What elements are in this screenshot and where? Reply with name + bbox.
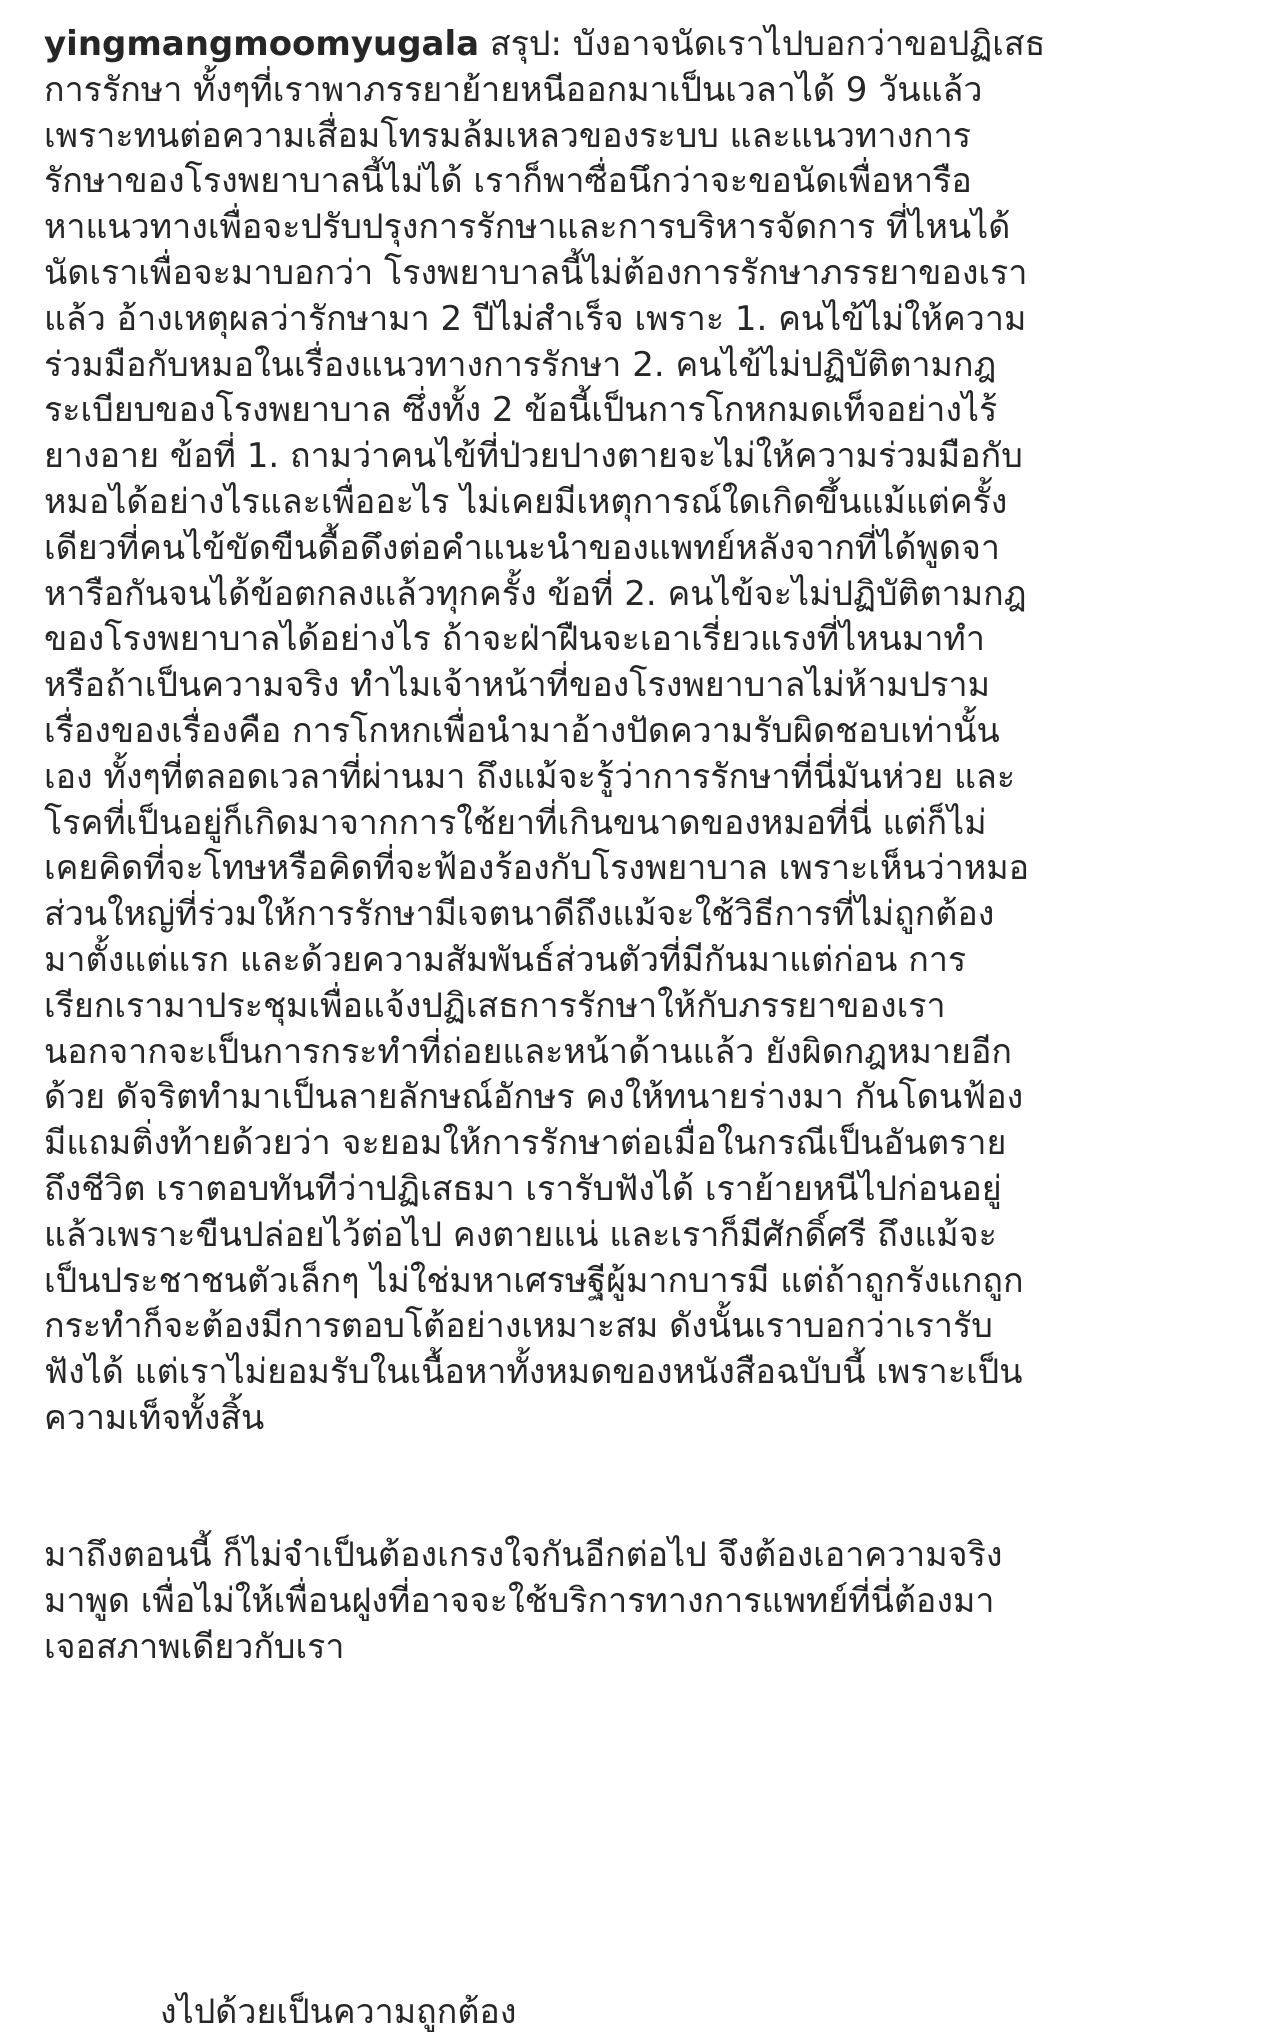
caption-first-line-text: สรุป: บังอาจนัดเราไปบอกว่าขอปฏิเสธ <box>479 24 1046 64</box>
caption-line: นัดเราเพื่อจะมาบอกว่า โรงพยาบาลนี้ไม่ต้องการรักษาภรรยาของเรา <box>44 252 1028 293</box>
caption-line: เคยคิดที่จะโทษหรือคิดที่จะฟ้องร้องกับโรงพยาบาล เพราะเห็นว่าหมอ <box>44 848 1030 889</box>
caption-cutoff-line: งไปด้วยเป็นความถูกต้อง <box>160 1992 517 2032</box>
caption-line: ด้วย ดัจริตทำมาเป็นลายลักษณ์อักษร คงให้ทนายร่างมา กันโดนฟ้อง <box>44 1077 1024 1118</box>
caption-line: ฟังได้ แต่เราไม่ยอมรับในเนื้อหาทั้งหมดของหนังสือฉบับนี้ เพราะเป็น <box>44 1352 1023 1393</box>
caption-line: ยางอาย ข้อที่ 1. ถามว่าคนไข้ที่ป่วยปางตายจะไม่ให้ความร่วมมือกับ <box>44 436 1023 477</box>
caption-line: เอง ทั้งๆที่ตลอดเวลาที่ผ่านมา ถึงแม้จะรู้ว่าการรักษาที่นี่มันห่วย และ <box>44 756 1016 797</box>
caption-line: เพราะทนต่อความเสื่อมโทรมล้มเหลวของระบบ และแนวทางการ <box>44 115 971 156</box>
caption-line: หารือกันจนได้ข้อตกลงแล้วทุกครั้ง ข้อที่ 2. คนไข้จะไม่ปฏิบัติตามกฎ <box>44 573 1027 614</box>
caption-line: ส่วนใหญ่ที่ร่วมให้การรักษามีเจตนาดีถึงแม้จะใช้วิธีการที่ไม่ถูกต้อง <box>44 894 995 935</box>
caption-line: แล้ว อ้างเหตุผลว่ารักษามา 2 ปีไม่สำเร็จ เพราะ 1. คนไข้ไม่ให้ความ <box>44 298 1027 339</box>
caption-line: เดียวที่คนไข้ขัดขืนดื้อดึงต่อคำแนะนำของแพทย์หลังจากที่ได้พูดจา <box>44 527 1001 568</box>
caption-line: เรียกเรามาประชุมเพื่อแจ้งปฏิเสธการรักษาให้กับภรรยาของเรา <box>44 985 946 1026</box>
caption-line: โรคที่เป็นอยู่ก็เกิดมาจากการใช้ยาที่เกินขนาดของหมอที่นี่ แต่ก็ไม่ <box>44 802 987 843</box>
caption-line: รักษาของโรงพยาบาลนี้ไม่ได้ เราก็พาซื่อนึกว่าจะขอนัดเพื่อหารือ <box>44 161 972 202</box>
caption-line: มีแถมติ่งท้ายด้วยว่า จะยอมให้การรักษาต่อเมื่อในกรณีเป็นอันตราย <box>44 1123 1007 1164</box>
caption-line: แล้วเพราะขืนปล่อยไว้ต่อไป คงตายแน่ และเราก็มีศักดิ์ศรี ถึงแม้จะ <box>44 1214 997 1255</box>
caption-line: นอกจากจะเป็นการกระทำที่ถ่อยและหน้าด้านแล้ว ยังผิดกฎหมายอีก <box>44 1031 1012 1072</box>
caption-line: ของโรงพยาบาลได้อย่างไร ถ้าจะฝ่าฝืนจะเอาเรี่ยวแรงที่ไหนมาทำ <box>44 619 985 660</box>
caption-line: หมอได้อย่างไรและเพื่ออะไร ไม่เคยมีเหตุการณ์ใดเกิดขึ้นแม้แต่ครั้ง <box>44 481 1008 522</box>
post-caption <box>44 22 1232 1671</box>
caption-line: กระทำก็จะต้องมีการตอบโต้อย่างเหมาะสม ดังนั้นเราบอกว่าเรารับ <box>44 1306 993 1347</box>
caption-line: มาตั้งแต่แรก และด้วยความสัมพันธ์ส่วนตัวที่มีกันมาแต่ก่อน การ <box>44 939 967 980</box>
caption-line: หาแนวทางเพื่อจะปรับปรุงการรักษาและการบริหารจัดการ ที่ไหนได้ <box>44 207 1011 248</box>
caption-line: หรือถ้าเป็นความจริง ทำไมเจ้าหน้าที่ของโรงพยาบาลไม่ห้ามปราม <box>44 665 991 706</box>
caption-line: ระเบียบของโรงพยาบาล ซึ่งทั้ง 2 ข้อนี้เป็นการโกหกมดเท็จอย่างไร้ <box>44 390 998 431</box>
caption-line-1 <box>44 22 1232 68</box>
caption-line: ร่วมมือกับหมอในเรื่องแนวทางการรักษา 2. คนไข้ไม่ปฏิบัติตามกฎ <box>44 344 997 385</box>
caption-line: ความเท็จทั้งสิ้น <box>44 1397 265 1438</box>
caption-line: มาพูด เพื่อไม่ให้เพื่อนฝูงที่อาจจะใช้บริการทางการแพทย์ที่นี่ต้องมา <box>44 1581 995 1622</box>
caption-line: ถึงชีวิต เราตอบทันทีว่าปฏิเสธมา เรารับฟังได้ เราย้ายหนีไปก่อนอยู่ <box>44 1168 1002 1209</box>
caption-line: การรักษา ทั้งๆที่เราพาภรรยาย้ายหนีออกมาเป็นเวลาได้ 9 วันแล้ว <box>44 69 983 110</box>
caption-line: เจอสภาพเดียวกับเรา <box>44 1626 345 1667</box>
username-link[interactable]: yingmangmoomyugala <box>44 24 480 64</box>
caption-line: มาถึงตอนนี้ ก็ไม่จำเป็นต้องเกรงใจกันอีกต่อไป จึงต้องเอาความจริง <box>44 1535 1003 1576</box>
caption-line: เป็นประชาชนตัวเล็กๆ ไม่ใช่มหาเศรษฐีผู้มากบารมี แต่ถ้าถูกรังแกถูก <box>44 1260 1024 1301</box>
caption-line: เรื่องของเรื่องคือ การโกหกเพื่อนำมาอ้างปัดความรับผิดชอบเท่านั้น <box>44 710 1000 751</box>
paragraph-gap <box>44 1442 1232 1534</box>
